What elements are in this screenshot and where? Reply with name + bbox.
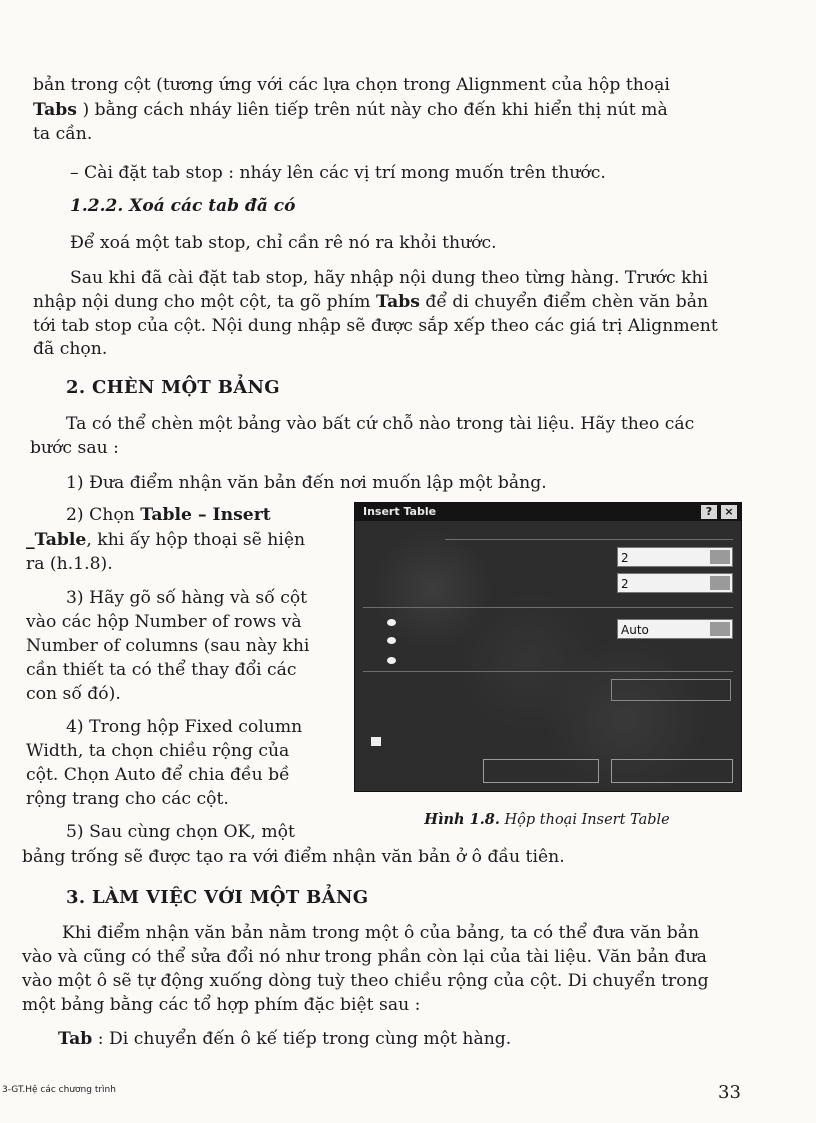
columns-value: 2 xyxy=(621,577,629,591)
step2-line1 xyxy=(66,503,336,528)
tab-line-rest: : Di chuyển đến ô kế tiếp trong cùng một hàng. xyxy=(92,1029,512,1049)
columns-spinner xyxy=(617,573,733,593)
tabs-bold-2: Tabs xyxy=(375,292,420,312)
radio-autofit-contents-icon xyxy=(387,637,396,644)
figure-caption xyxy=(354,811,740,828)
column-width-spinner xyxy=(617,619,733,639)
para4-line2-a: nhập nội dung cho một cột, ta gõ phím xyxy=(33,292,376,312)
step5-line2: bảng trống sẽ được tạo ra với điểm nhận văn bản ở ô đầu tiên. xyxy=(22,847,565,867)
checkbox-default-icon xyxy=(371,737,381,746)
page-number: 33 xyxy=(718,1082,741,1103)
ok-button xyxy=(483,759,599,783)
footer-source: 3-GT.Hệ các chương trình xyxy=(2,1085,116,1095)
step2-line2 xyxy=(26,528,305,553)
caption-bold: Hình 1.8. xyxy=(424,811,500,828)
para1-line2 xyxy=(33,98,668,123)
table-insert-bold: Table – Insert xyxy=(140,505,271,525)
para6-line4: một bảng bằng các tổ hợp phím đặc biệt sau : xyxy=(22,995,421,1015)
heading-1-2-2: 1.2.2. Xoá các tab đã có xyxy=(70,196,296,216)
radio-autofit-window-icon xyxy=(387,657,396,664)
step2-line2-rest: , khi ấy hộp thoại sẽ hiện xyxy=(86,530,306,550)
step4-line1: 4) Trong hộp Fixed column xyxy=(66,717,303,737)
table-bold: _Table xyxy=(26,530,87,550)
step3-line5: con số đó). xyxy=(26,684,121,704)
step4-line4: rộng trang cho các cột. xyxy=(26,789,229,809)
insert-table-dialog-figure xyxy=(354,502,742,792)
para3: Để xoá một tab stop, chỉ cần rê nó ra khỏi thước. xyxy=(70,233,497,253)
para6-line1: Khi điểm nhận văn bản nằm trong một ô của bảng, ta có thể đưa văn bản xyxy=(62,923,700,943)
para4-line3: tới tab stop của cột. Nội dung nhập sẽ được sắp xếp theo các giá trị Alignment xyxy=(33,316,718,336)
tab-key-bold: Tab xyxy=(58,1029,93,1049)
para1-line1: bản trong cột (tương ứng với các lựa chọn trong Alignment của hộp thoại xyxy=(33,75,670,95)
rows-value: 2 xyxy=(621,551,629,565)
step3-line1: 3) Hãy gõ số hàng và số cột xyxy=(66,588,308,608)
dialog-separator-top xyxy=(445,539,733,540)
rows-spinner xyxy=(617,547,733,567)
para4-line2-b: để di chuyển điểm chèn văn bản xyxy=(419,292,709,312)
para6-line3: vào một ô sẽ tự động xuống dòng tuỳ theo chiều rộng của cột. Di chuyển trong xyxy=(22,971,709,991)
step2-line1-a: 2) Chọn xyxy=(66,505,141,525)
tabs-bold: Tabs xyxy=(33,100,77,120)
step4-line2: Width, ta chọn chiều rộng của xyxy=(26,741,290,761)
radio-fixed-width-icon xyxy=(387,619,396,626)
columns-spin-arrows-icon xyxy=(710,576,730,590)
step4-line3: cột. Chọn Auto để chia đều bề xyxy=(26,765,290,785)
help-icon: ? xyxy=(701,505,717,519)
step2-line3: ra (h.1.8). xyxy=(26,554,113,574)
width-spin-arrows-icon xyxy=(710,622,730,636)
close-icon: × xyxy=(721,505,737,519)
column-width-value: Auto xyxy=(621,623,649,637)
para5-line2: bước sau : xyxy=(30,438,119,458)
heading-2: 2. CHÈN MỘT BẢNG xyxy=(66,377,280,398)
step3-line4: cần thiết ta có thể thay đổi các xyxy=(26,660,297,680)
dialog-separator-format xyxy=(363,671,733,672)
para5-line1: Ta có thể chèn một bảng vào bất cứ chỗ nào trong tài liệu. Hãy theo các xyxy=(66,414,695,434)
para1-line3: ta cần. xyxy=(33,124,93,144)
step3-line2: vào các hộp Number of rows và xyxy=(26,612,302,632)
step1: 1) Đưa điểm nhận văn bản đến nơi muốn lập một bảng. xyxy=(66,473,547,493)
autoformat-field xyxy=(611,679,731,701)
caption-rest: Hộp thoại Insert Table xyxy=(499,812,670,828)
cancel-button xyxy=(611,759,733,783)
para6-line2: vào và cũng có thể sửa đổi nó như trong phần còn lại của tài liệu. Văn bản đưa xyxy=(22,947,707,967)
para4-line4: đã chọn. xyxy=(33,339,108,359)
para4-line1: Sau khi đã cài đặt tab stop, hãy nhập nội dung theo từng hàng. Trước khi xyxy=(70,268,709,288)
dialog-separator-mid xyxy=(363,607,733,608)
step5-line1: 5) Sau cùng chọn OK, một xyxy=(66,822,295,842)
dialog-title: Insert Table xyxy=(355,503,741,521)
para4-line2 xyxy=(33,290,708,315)
para1-line2-rest: ) bằng cách nháy liên tiếp trên nút này cho đến khi hiển thị nút mà xyxy=(76,100,668,120)
step3-line3: Number of columns (sau này khi xyxy=(26,636,310,656)
heading-3: 3. LÀM VIỆC VỚI MỘT BẢNG xyxy=(66,887,369,908)
para2: – Cài đặt tab stop : nháy lên các vị trí mong muốn trên thước. xyxy=(70,163,606,183)
tab-line xyxy=(58,1027,511,1052)
rows-spin-arrows-icon xyxy=(710,550,730,564)
